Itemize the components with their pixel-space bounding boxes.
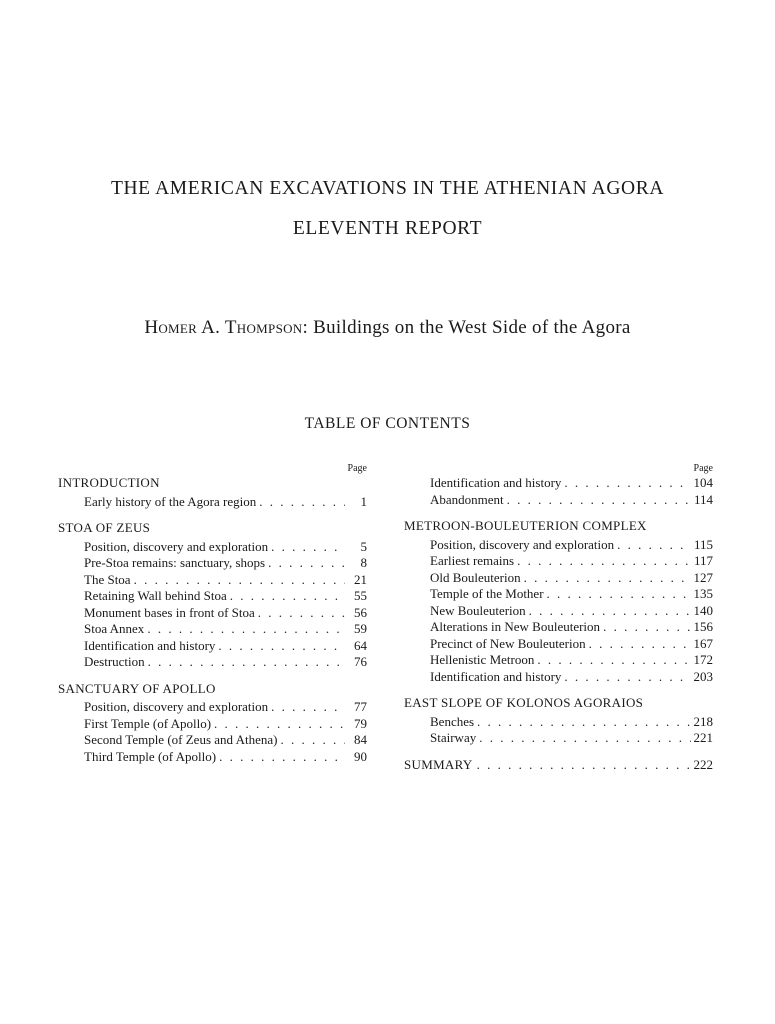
dot-leader [529, 603, 691, 620]
toc-entry [58, 494, 367, 511]
toc-entry [58, 716, 367, 733]
toc-entry-label: Precinct of New Bouleuterion [430, 635, 586, 651]
toc-entry [58, 621, 367, 638]
toc-entry-label: Position, discovery and exploration [84, 538, 269, 554]
toc-entry-label: Identification and history [430, 475, 562, 490]
toc-entry [404, 570, 713, 587]
toc-entry [404, 669, 713, 686]
toc-entry [404, 553, 713, 570]
toc-entry-page: 167 [693, 635, 713, 651]
toc-entry-label: Old Bouleuterion [430, 569, 521, 585]
toc-entry-label: Temple of the Mother [430, 586, 544, 601]
toc-entry-label: Monument bases in front of Stoa [84, 604, 255, 620]
dot-leader [617, 537, 691, 554]
dot-leader [603, 619, 691, 636]
toc-entry-page: 156 [693, 619, 713, 634]
dot-leader [477, 757, 691, 774]
toc-entry-label: Destruction [84, 654, 145, 669]
toc-entry [404, 603, 713, 620]
toc-entry-label: Benches [430, 713, 475, 729]
author-separator: : [302, 317, 309, 338]
page-column-label: Page [693, 463, 713, 474]
dot-leader [259, 494, 345, 511]
dot-leader [479, 730, 691, 747]
toc-entry [58, 654, 367, 671]
toc-right-column [404, 462, 713, 773]
toc-entry [404, 730, 713, 747]
toc-entry [58, 732, 367, 749]
report-subtitle: ELEVENTH REPORT [292, 218, 483, 239]
toc-entry-page: 218 [693, 713, 713, 729]
toc-entry-label: Identification and history [84, 637, 216, 653]
work-title: Buildings on the West Side of the Agora [313, 317, 631, 338]
toc-entry-page: 79 [354, 715, 367, 731]
toc-entry-label: Position, discovery and exploration [84, 699, 269, 714]
toc-entry-label: Abandonment [430, 491, 504, 507]
page-column-label: Page [347, 463, 367, 474]
toc-entry-label: New Bouleuterion [430, 602, 526, 618]
dot-leader [589, 636, 691, 653]
toc-entry-page: 135 [693, 586, 713, 601]
dot-leader [268, 555, 345, 572]
toc-summary-entry [404, 757, 713, 774]
toc-entry-page: 21 [354, 571, 367, 587]
toc-entry-page: 77 [354, 699, 367, 714]
toc-entry [404, 475, 713, 492]
dot-leader [218, 638, 345, 655]
toc-heading: TABLE OF CONTENTS [304, 415, 471, 432]
toc-entry-label: Stairway [430, 730, 477, 745]
dot-leader [564, 669, 691, 686]
toc-entry-page: 59 [354, 621, 367, 636]
toc-entry [58, 539, 367, 556]
toc-section-title: STOA OF ZEUS [58, 520, 151, 535]
toc-entry [58, 588, 367, 605]
toc-entry-page: 172 [693, 652, 713, 667]
toc-summary-page: 222 [693, 756, 713, 772]
dot-leader [507, 492, 691, 509]
dot-leader [564, 475, 691, 492]
toc-entry-page: 203 [693, 668, 713, 684]
main-title: THE AMERICAN EXCAVATIONS IN THE ATHENIAN AGORA [110, 178, 665, 199]
dot-leader [524, 570, 691, 587]
dot-leader [271, 699, 345, 716]
toc-summary-label: SUMMARY [404, 756, 473, 772]
toc-entry-page: 8 [360, 555, 367, 570]
dot-leader [517, 553, 691, 570]
toc-entry-label: Third Temple (of Apollo) [84, 748, 217, 764]
toc-entry-page: 1 [360, 493, 367, 509]
toc-entry-page: 127 [693, 569, 713, 585]
toc-entry [404, 586, 713, 603]
toc-section-title: METROON-BOULEUTERION COMPLEX [404, 518, 647, 533]
toc-entry [404, 652, 713, 669]
dot-leader [280, 732, 345, 749]
toc-entry [58, 555, 367, 572]
toc-section-title: EAST SLOPE OF KOLONOS AGORAIOS [404, 695, 644, 710]
toc-entry-page: 140 [693, 602, 713, 618]
toc-entry-page: 56 [354, 604, 367, 620]
toc-entry-label: Second Temple (of Zeus and Athena) [84, 732, 278, 747]
toc-entry-page: 90 [354, 748, 367, 764]
toc-section-title: INTRODUCTION [58, 475, 160, 490]
toc-left-column [58, 462, 367, 765]
toc-entry [58, 749, 367, 766]
dot-leader [148, 654, 345, 671]
dot-leader [214, 716, 345, 733]
toc-entry [404, 714, 713, 731]
toc-entry-page: 117 [693, 553, 713, 568]
dot-leader [134, 572, 345, 589]
toc-entry-page: 55 [354, 588, 367, 603]
dot-leader [547, 586, 691, 603]
dot-leader [258, 605, 345, 622]
toc-entry-page: 115 [693, 536, 713, 552]
toc-entry-page: 76 [354, 654, 367, 669]
toc-entry [58, 572, 367, 589]
toc-entry-label: Stoa Annex [84, 621, 145, 636]
toc-entry-label: Earliest remains [430, 553, 515, 568]
dot-leader [537, 652, 691, 669]
toc-entry-page: 104 [693, 475, 713, 490]
toc-entry-label: Hellenistic Metroon [430, 652, 535, 667]
toc-entry-label: Alterations in New Bouleuterion [430, 619, 601, 634]
toc-entry [404, 636, 713, 653]
toc-entry [404, 537, 713, 554]
toc-entry-label: Position, discovery and exploration [430, 536, 615, 552]
toc-entry-page: 221 [693, 730, 713, 745]
author-name: Homer A. Thompson [144, 317, 303, 338]
dot-leader [477, 714, 691, 731]
toc-entry-label: Retaining Wall behind Stoa [84, 588, 227, 603]
toc-entry-label: The Stoa [84, 571, 131, 587]
toc-entry [404, 492, 713, 509]
dot-leader [147, 621, 345, 638]
toc-entry [58, 699, 367, 716]
toc-entry [58, 605, 367, 622]
toc-section-title: SANCTUARY OF APOLLO [58, 680, 216, 696]
toc-entry [404, 619, 713, 636]
toc-entry-page: 84 [354, 732, 367, 747]
toc-entry-label: First Temple (of Apollo) [84, 715, 212, 731]
toc-entry-label: Identification and history [430, 668, 562, 684]
toc-entry-label: Pre-Stoa remains: sanctuary, shops [84, 555, 266, 570]
dot-leader [230, 588, 345, 605]
toc-entry-page: 64 [354, 637, 367, 653]
toc-entry [58, 638, 367, 655]
toc-entry-label: Early history of the Agora region [84, 493, 257, 509]
dot-leader [271, 539, 345, 556]
author-line [0, 317, 775, 339]
toc-entry-page: 114 [693, 491, 713, 507]
dot-leader [219, 749, 345, 766]
toc-entry-page: 5 [360, 538, 367, 554]
